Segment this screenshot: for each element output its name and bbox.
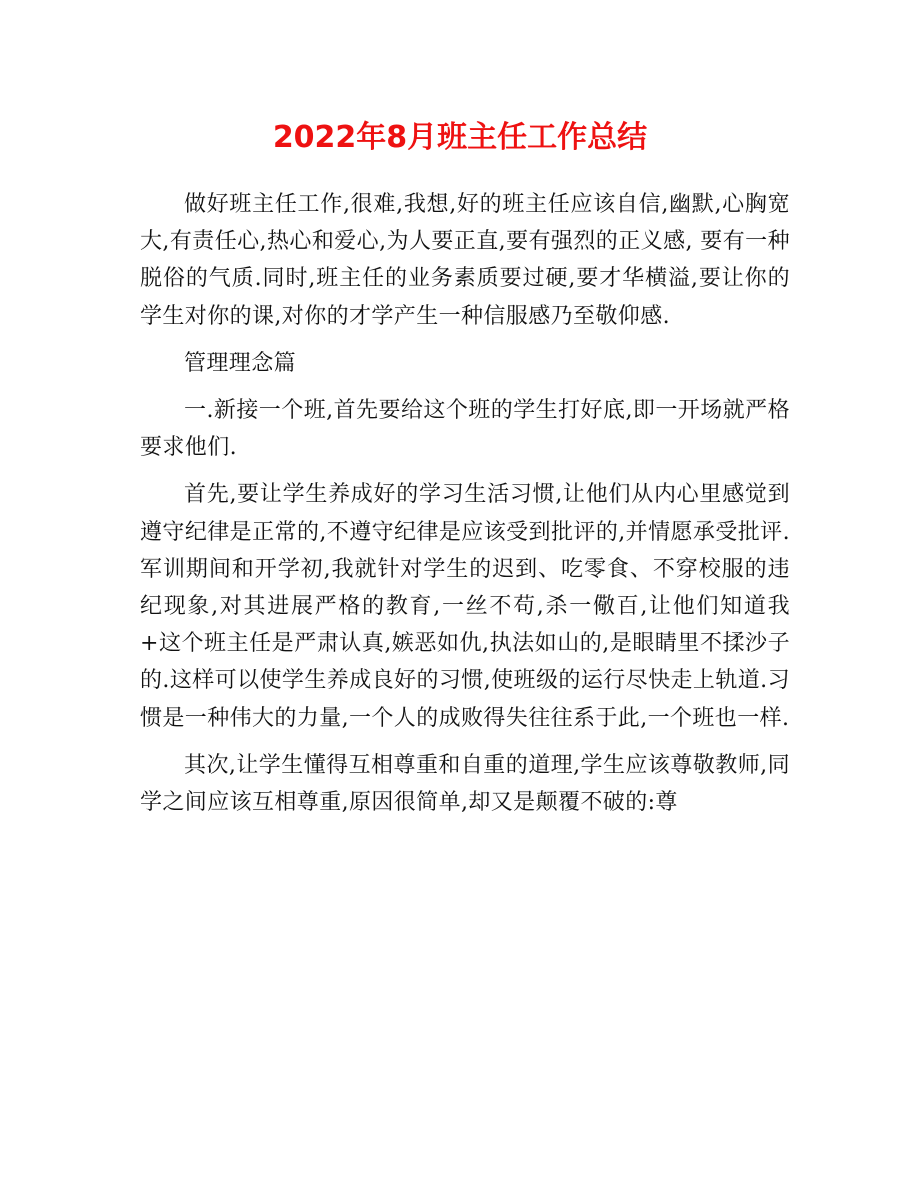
paragraph-intro: 做好班主任工作,很难,我想,好的班主任应该自信,幽默,心胸宽大,有责任心,热心和爱心,为人要正直,要有强烈的正义感, 要有一种脱俗的气质.同时,班主任的业务素质要过硬,要才华横溢,要让你的学生对你的课,对你的才学产生一种信服感乃至敬仰感. — [140, 192, 790, 329]
document-title: 2022年8月班主任工作总结 — [272, 120, 648, 155]
paragraph-first: 首先,要让学生养成好的学习生活习惯,让他们从内心里感觉到遵守纪律是正常的,不遵守纪律是应该受到批评的,并情愿承受批评.军训期间和开学初,我就针对学生的迟到、吃零食、不穿校服的违纪现象,对其进展严格的教育,一丝不苟,杀一儆百,让他们知道我+这个班主任是严肃认真,嫉恶如仇,执法如山的,是眼睛里不揉沙子的.这样可以使学生养成良好的习惯,使班级的运行尽快走上轨道.习惯是一种伟大的力量,一个人的成败得失往往系于此,一个班也一样. — [140, 482, 790, 731]
paragraph-point-one: 一.新接一个班,首先要给这个班的学生打好底,即一开场就严格要求他们. — [140, 398, 790, 461]
section-heading: 管理理念篇 — [184, 350, 297, 376]
document-body — [140, 186, 790, 821]
paragraph-second: 其次,让学生懂得互相尊重和自重的道理,学生应该尊敬教师,同学之间应该互相尊重,原因很简单,却又是颠覆不破的:尊 — [140, 752, 790, 816]
